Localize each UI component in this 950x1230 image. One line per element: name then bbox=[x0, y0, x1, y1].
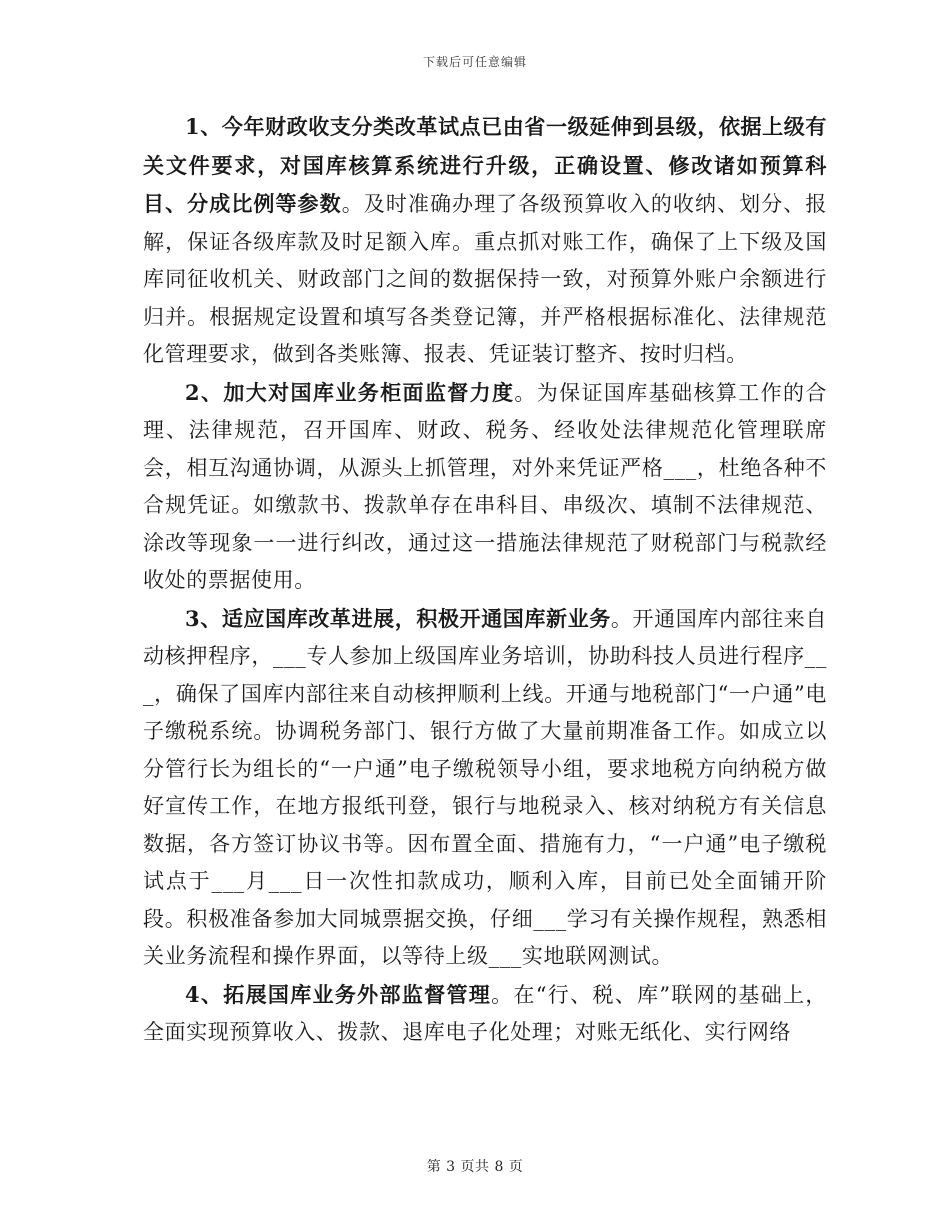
document-body bbox=[143, 108, 827, 1052]
paragraph-1 bbox=[143, 108, 827, 374]
paragraph-3-heading: 3、适应国库改革进展，积极开通国库新业务 bbox=[185, 605, 611, 631]
page-header: 下载后可任意编辑 bbox=[422, 55, 527, 69]
paragraph-4 bbox=[143, 976, 827, 1052]
paragraph-2 bbox=[143, 374, 827, 600]
paragraph-2-heading: 2、加大对国库业务柜面监督力度 bbox=[185, 379, 515, 405]
paragraph-1-text: 。及时准确办理了各级预算收入的收纳、划分、报解，保证各级库款及时足额入库。重点抓对账工作，确保了上下级及国库同征收机关、财政部门之间的数据保持一致，对预算外账户余额进行归并。根据规定设置和填写各类登记簿，并严格根据标准化、法律规范化管理要求，做到各类账簿、报表、凭证装订整齐、按时归档。 bbox=[143, 192, 827, 366]
paragraph-3-text: 。开通国库内部往来自动核押程序，___专人参加上级国库业务培训，协助科技人员进行程序___，确保了国库内部往来自动核押顺利上线。开通与地税部门“一户通”电子缴税系统。协调税务部门、银行方做了大量前期准备工作。如成立以分管行长为组长的“一户通”电子缴税领导小组，要求地税方向纳税方做好宣传工作，在地方报纸刊登，银行与地税录入、核对纳税方有关信息数据，各方签订协议书等。因布置全面、措施有力，“一户通”电子缴税试点于___月___日一次性扣款成功，顺利入库，目前已处全面铺开阶段。积极准备参加大同城票据交换，仔细___学习有关操作规程，熟悉相关业务流程和操作界面，以等待上级___实地联网测试。 bbox=[143, 606, 827, 968]
paragraph-4-heading: 4、拓展国库业务外部监督管理 bbox=[185, 981, 492, 1007]
paragraph-4-text: 。在“行、税、库”联网的基础上，全面实现预算收入、拨款、退库电子化处理；对账无纸化、实行网络 bbox=[143, 982, 827, 1044]
paragraph-3 bbox=[143, 600, 827, 976]
page-number-footer: 第 3 页共 8 页 bbox=[426, 1159, 524, 1175]
paragraph-2-text: 。为保证国库基础核算工作的合理、法律规范，召开国库、财政、税务、经收处法律规范化管理联席会，相互沟通协调，从源头上抓管理，对外来凭证严格___，杜绝各种不合规凭证。如缴款书、拨款单存在串科目、串级次、填制不法律规范、涂改等现象一一进行纠改，通过这一措施法律规范了财税部门与税款经收处的票据使用。 bbox=[143, 380, 827, 592]
paragraph-1-heading: 1、今年财政收支分类改革试点已由省一级延伸到县级，依据上级有关文件要求，对国库核算系统进行升级，正确设置、修改诸如预算科目、分成比例等参数 bbox=[143, 114, 827, 216]
